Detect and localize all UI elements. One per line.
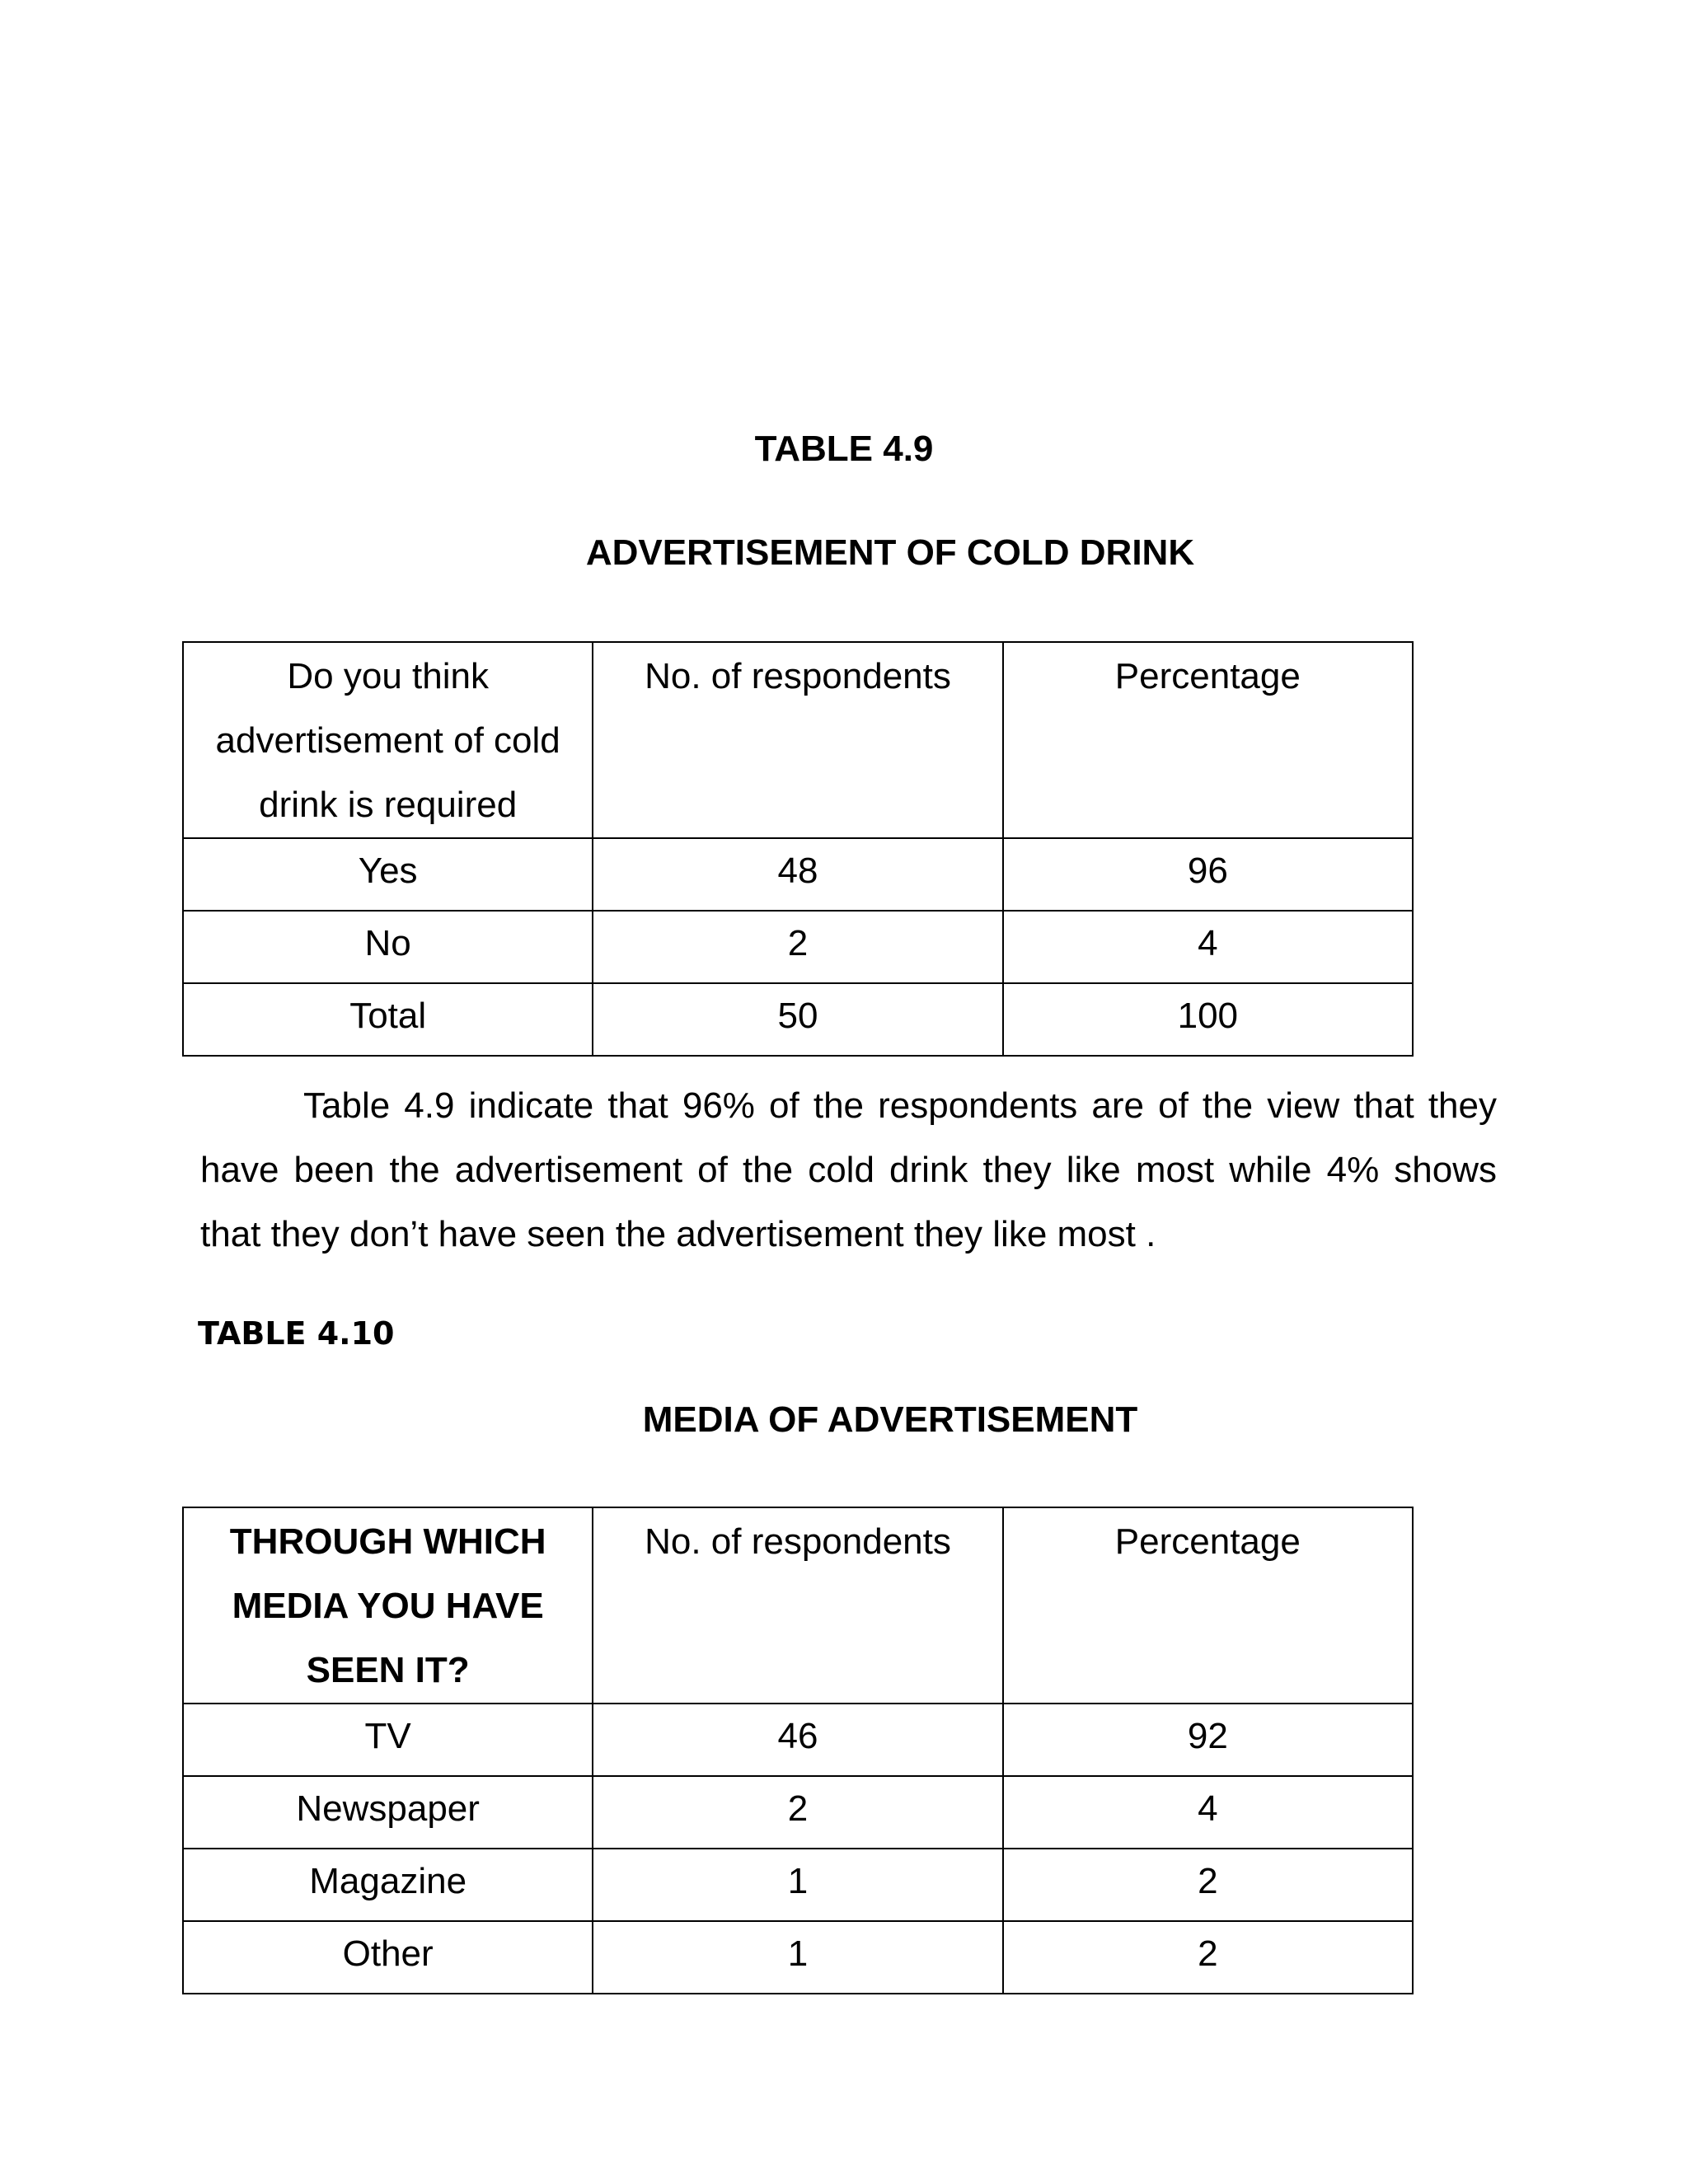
table-row: [183, 911, 1413, 983]
table-row: [183, 1921, 1413, 1994]
percentage-header: Percentage: [1003, 642, 1413, 838]
table-4-9: [182, 641, 1414, 1057]
respondents-cell: 46: [593, 1704, 1002, 1776]
table-row: [183, 838, 1413, 911]
percentage-cell: 92: [1003, 1704, 1413, 1776]
question-header: Do you think advertisement of cold drink is required: [183, 642, 593, 838]
table-row: [183, 1776, 1413, 1849]
table-4-9-number: TABLE 4.9: [754, 429, 934, 469]
table-row: [183, 1849, 1413, 1921]
respondents-header: No. of respondents: [593, 1507, 1002, 1704]
table-row: [183, 1704, 1413, 1776]
media-cell: Other: [183, 1921, 593, 1994]
respondents-header: No. of respondents: [593, 642, 1002, 838]
respondents-cell: 2: [593, 911, 1002, 983]
percentage-cell: 2: [1003, 1849, 1413, 1921]
respondents-cell: 2: [593, 1776, 1002, 1849]
table-4-9-title: ADVERTISEMENT OF COLD DRINK: [585, 532, 1195, 573]
table-row: [183, 983, 1413, 1056]
table-header-row: [183, 1507, 1413, 1704]
analysis-paragraph: Table 4.9 indicate that 96% of the respondents are of the view that they have been the advertisement of the cold drink they like most while 4% shows that they don’t have seen the advertisement they like most .: [200, 1085, 1497, 1254]
question-header: THROUGH WHICH MEDIA YOU HAVE SEEN IT?: [183, 1507, 593, 1704]
table-4-10-number: TABLE 4.10: [198, 1315, 395, 1352]
respondents-cell: 50: [593, 983, 1002, 1056]
percentage-cell: 4: [1003, 911, 1413, 983]
respondents-cell: 1: [593, 1921, 1002, 1994]
table-4-10: [182, 1507, 1414, 1994]
percentage-cell: 2: [1003, 1921, 1413, 1994]
percentage-cell: 100: [1003, 983, 1413, 1056]
percentage-header: Percentage: [1003, 1507, 1413, 1704]
media-cell: Magazine: [183, 1849, 593, 1921]
percentage-cell: 96: [1003, 838, 1413, 911]
respondents-cell: 1: [593, 1849, 1002, 1921]
table-header-row: [183, 642, 1413, 838]
media-cell: Newspaper: [183, 1776, 593, 1849]
percentage-cell: 4: [1003, 1776, 1413, 1849]
respondents-cell: 48: [593, 838, 1002, 911]
media-cell: TV: [183, 1704, 593, 1776]
answer-cell: Total: [183, 983, 593, 1056]
table-4-10-title: MEDIA OF ADVERTISEMENT: [642, 1399, 1138, 1440]
answer-cell: No: [183, 911, 593, 983]
answer-cell: Yes: [183, 838, 593, 911]
